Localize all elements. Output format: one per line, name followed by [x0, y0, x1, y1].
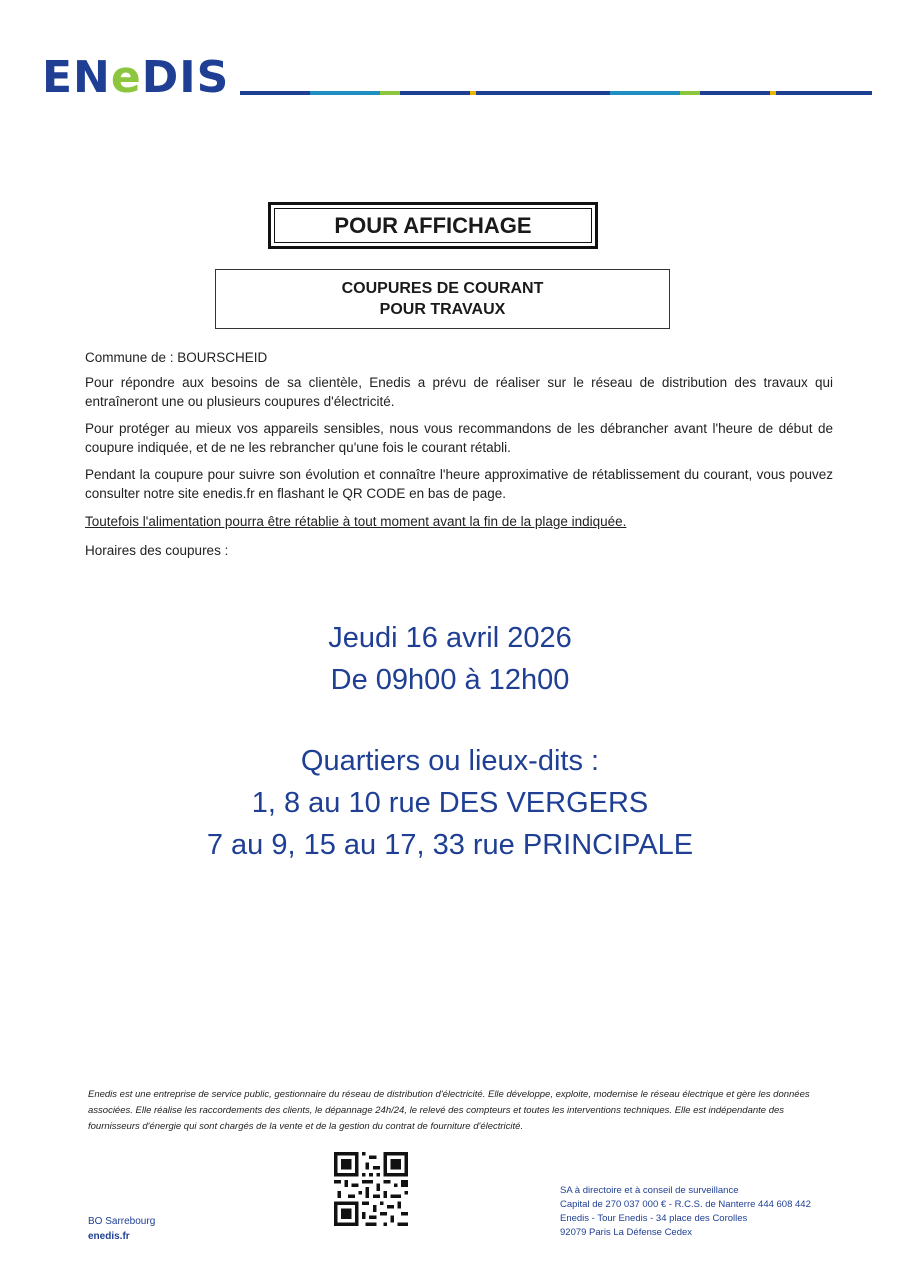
schedule-hours: De 09h00 à 12h00	[330, 664, 570, 696]
footer-office	[88, 1214, 155, 1244]
legal-line-4: 92079 Paris La Défense Cedex	[560, 1227, 693, 1238]
schedule-date: Jeudi 16 avril 2026	[328, 622, 572, 654]
locations-line-1: 1, 8 au 10 rue DES VERGERS	[251, 787, 649, 819]
enedis-logo: ENeDIS	[42, 52, 230, 103]
commune-line: Commune de : BOURSCHEID	[85, 350, 268, 365]
website-link[interactable]: enedis.fr	[88, 1231, 130, 1242]
paragraph-1: Pour répondre aux besoins de sa clientèle, Enedis a prévu de réaliser sur le réseau de distribution des travaux qui entraîneront une ou plusieurs coupures d'électricité.	[85, 375, 833, 409]
locations-title: Quartiers ou lieux-dits :	[300, 745, 600, 777]
legal-line-2: Capital de 270 037 000 € - R.C.S. de Nanterre 444 608 442	[560, 1199, 811, 1210]
affichage-box	[268, 202, 598, 249]
locations-line-2: 7 au 9, 15 au 17, 33 rue PRINCIPALE	[206, 829, 694, 861]
qr-code-icon	[334, 1152, 408, 1226]
locations-block	[0, 740, 900, 866]
schedule-block	[0, 617, 900, 701]
office-name: BO Sarrebourg	[88, 1216, 156, 1227]
paragraph-2: Pour protéger au mieux vos appareils sensibles, nous vous recommandons de les débrancher avant l'heure de début de coupure indiquée, et de ne les rebrancher qu'une fois le courant rétabli.	[85, 421, 833, 455]
paragraph-4: Toutefois l'alimentation pourra être rétablie à tout moment avant la fin de la plage indiquée.	[85, 514, 627, 529]
affichage-title: POUR AFFICHAGE	[334, 212, 532, 238]
footer-legal	[560, 1184, 811, 1240]
coupures-title-line2: POUR TRAVAUX	[379, 301, 506, 318]
paragraph-3: Pendant la coupure pour suivre son évolution et connaître l'heure approximative de rétablissement du courant, vous pouvez consulter notre site enedis.fr en flashant le QR CODE en bas de page.	[85, 467, 833, 501]
legal-line-3: Enedis - Tour Enedis - 34 place des Corolles	[560, 1213, 748, 1224]
legal-line-1: SA à directoire et à conseil de surveillance	[560, 1185, 739, 1196]
header-rule	[240, 91, 872, 95]
coupures-title-line1: COUPURES DE COURANT	[341, 280, 544, 297]
paragraph-5: Horaires des coupures :	[85, 543, 229, 558]
coupures-box	[215, 269, 670, 329]
footer-description: Enedis est une entreprise de service public, gestionnaire du réseau de distribution d'électricité. Elle développe, exploite, modernise le réseau électrique et gère les données associées. Elle réalise les raccordements des clients, le dépannage 24h/24, le relevé des compteurs et toutes les interventions techniques. Elle est indépendante des fournisseurs d'énergie qui sont chargés de la vente et de la gestion du contrat de fourniture d'électricité.	[88, 1089, 810, 1132]
